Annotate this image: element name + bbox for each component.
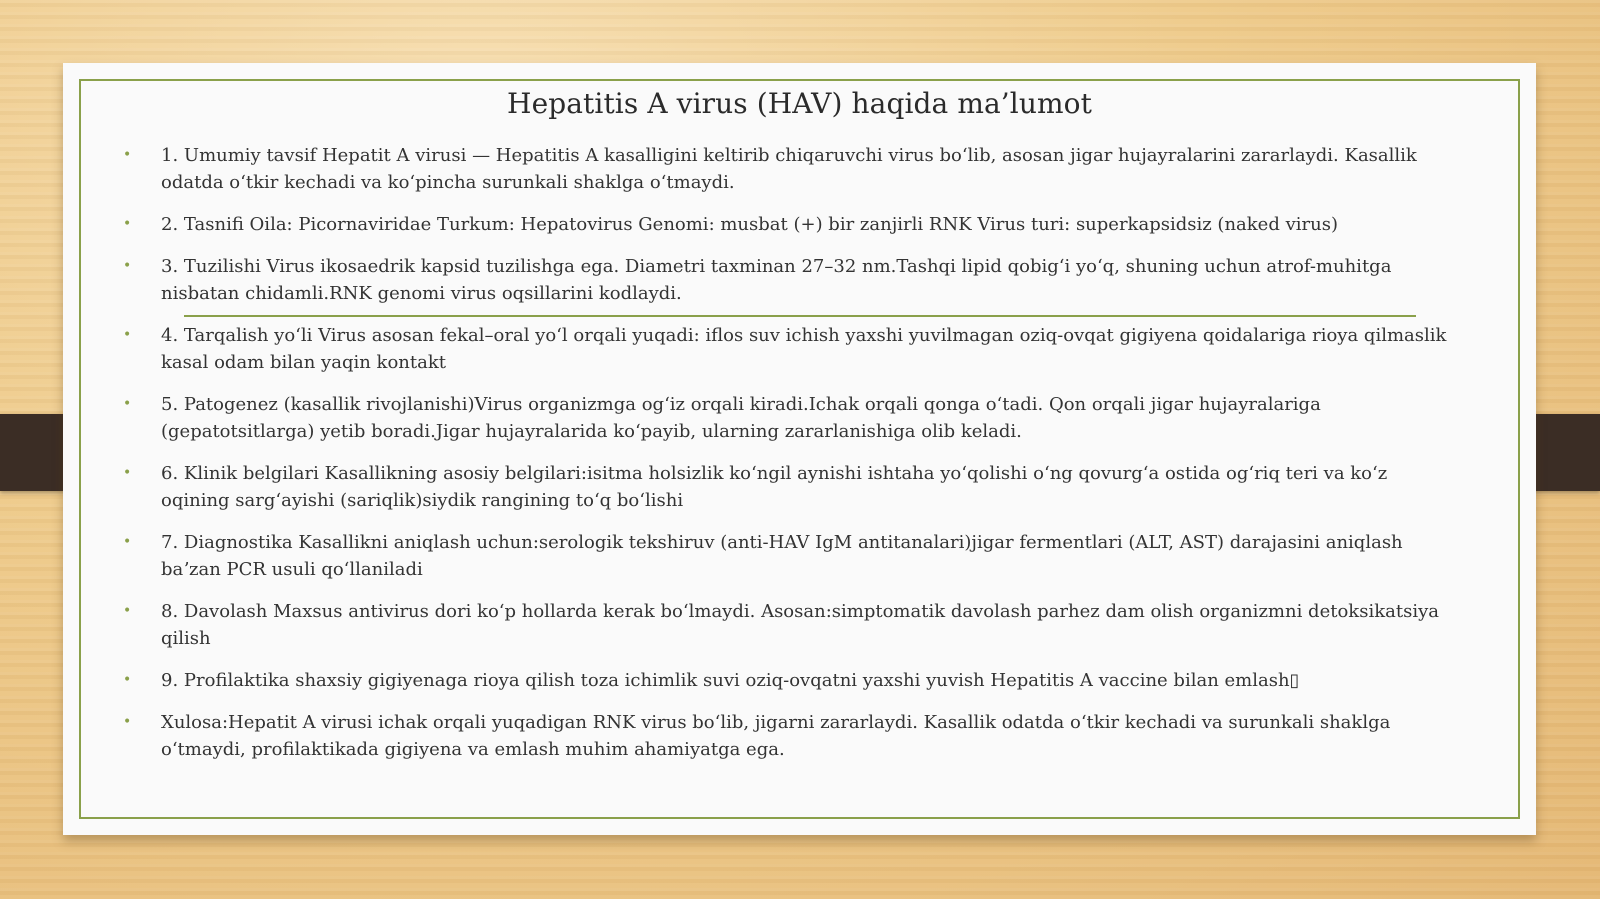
bullet-item-10 [123, 709, 1448, 763]
bullet-dot: • [123, 258, 132, 274]
bullet-dot: • [123, 672, 132, 688]
bullet-dot: • [123, 147, 132, 163]
bullet-dot: • [123, 534, 132, 550]
bullet-item-5 [123, 391, 1448, 445]
bullet-dot: • [123, 327, 132, 343]
bullet-item-2 [123, 211, 1448, 238]
bullet-item-3 [123, 253, 1448, 307]
bullet-text: 1. Umumiy tavsif Hepatit A virusi — Hepatitis A kasalligini keltirib chiqaruvchi virus boʻlib, asosan jigar hujayralarini zararlaydi. Kasallik odatda oʻtkir kechadi va koʻpincha surunkali shaklga oʻtmaydi. [161, 145, 1417, 193]
bullet-dot: • [123, 216, 132, 232]
bullet-text: 2. Tasnifi Oila: Picornaviridae Turkum: Hepatovirus Genomi: musbat (+) bir zanjirli RNK Virus turi: superkapsidsiz (naked virus) [161, 214, 1338, 235]
slide-title: Hepatitis A virus (HAV) haqida ma’lumot [507, 87, 1092, 120]
bullet-text: 8. Davolash Maxsus antivirus dori koʻp hollarda kerak boʻlmaydi. Asosan:simptomatik davolash parhez dam olish organizmni detoksikatsiya qilish [161, 601, 1439, 649]
bullet-dot: • [123, 396, 132, 412]
bullet-text: 9. Profilaktika shaxsiy gigiyenaga rioya qilish toza ichimlik suvi oziq-ovqatni yaxshi yuvish Hepatitis A vaccine bilan emlash▯ [161, 670, 1300, 691]
bullet-text: Xulosa:Hepatit A virusi ichak orqali yuqadigan RNK virus boʻlib, jigarni zararlaydi. Kasallik odatda oʻtkir kechadi va surunkali shaklga oʻtmaydi, profilaktikada gigiyena va emlash muhim ahamiyatga ega. [161, 712, 1391, 760]
bullet-text: 4. Tarqalish yoʻli Virus asosan fekal–oral yoʻl orqali yuqadi: iflos suv ichish yaxshi yuvilmagan oziq-ovqat gigiyena qoidalariga rioya qilmaslik kasal odam bilan yaqin kontakt [161, 325, 1447, 373]
slide-card [63, 63, 1536, 835]
bullet-item-8 [123, 598, 1448, 652]
bullet-dot: • [123, 603, 132, 619]
bullet-text: 5. Patogenez (kasallik rivojlanishi)Virus organizmga ogʻiz orqali kiradi.Ichak orqali qonga oʻtadi. Qon orqali jigar hujayralariga (gepatotsitlarga) yetib boradi.Jigar hujayralarida koʻpayib, ularning zararlanishiga olib keladi. [161, 394, 1321, 442]
bullet-text: 7. Diagnostika Kasallikni aniqlash uchun:serologik tekshiruv (anti-HAV IgM antitanalari)jigar fermentlari (ALT, AST) darajasini aniqlash baʼzan PCR usuli qoʻllaniladi [161, 532, 1403, 580]
bullet-item-7 [123, 529, 1448, 583]
bullet-text: 6. Klinik belgilari Kasallikning asosiy belgilari:isitma holsizlik koʻngil aynishi ishtaha yoʻqolishi oʻng qovurgʻa ostida ogʻriq teri va koʻz oqining sargʻayishi (sariqlik)siydik rangining toʻq boʻlishi [161, 463, 1388, 511]
bullet-dot: • [123, 465, 132, 481]
bullet-list [123, 142, 1448, 778]
bullet-text: 3. Tuzilishi Virus ikosaedrik kapsid tuzilishga ega. Diametri taxminan 27–32 nm.Tashqi lipid qobigʻi yoʻq, shuning uchun atrof-muhitga nisbatan chidamli.RNK genomi virus oqsillarini kodlaydi. [161, 256, 1392, 304]
bullet-item-6 [123, 460, 1448, 514]
bullet-dot: • [123, 714, 132, 730]
bullet-item-4 [123, 322, 1448, 376]
bullet-item-9 [123, 667, 1448, 694]
bullet-item-1 [123, 142, 1448, 196]
